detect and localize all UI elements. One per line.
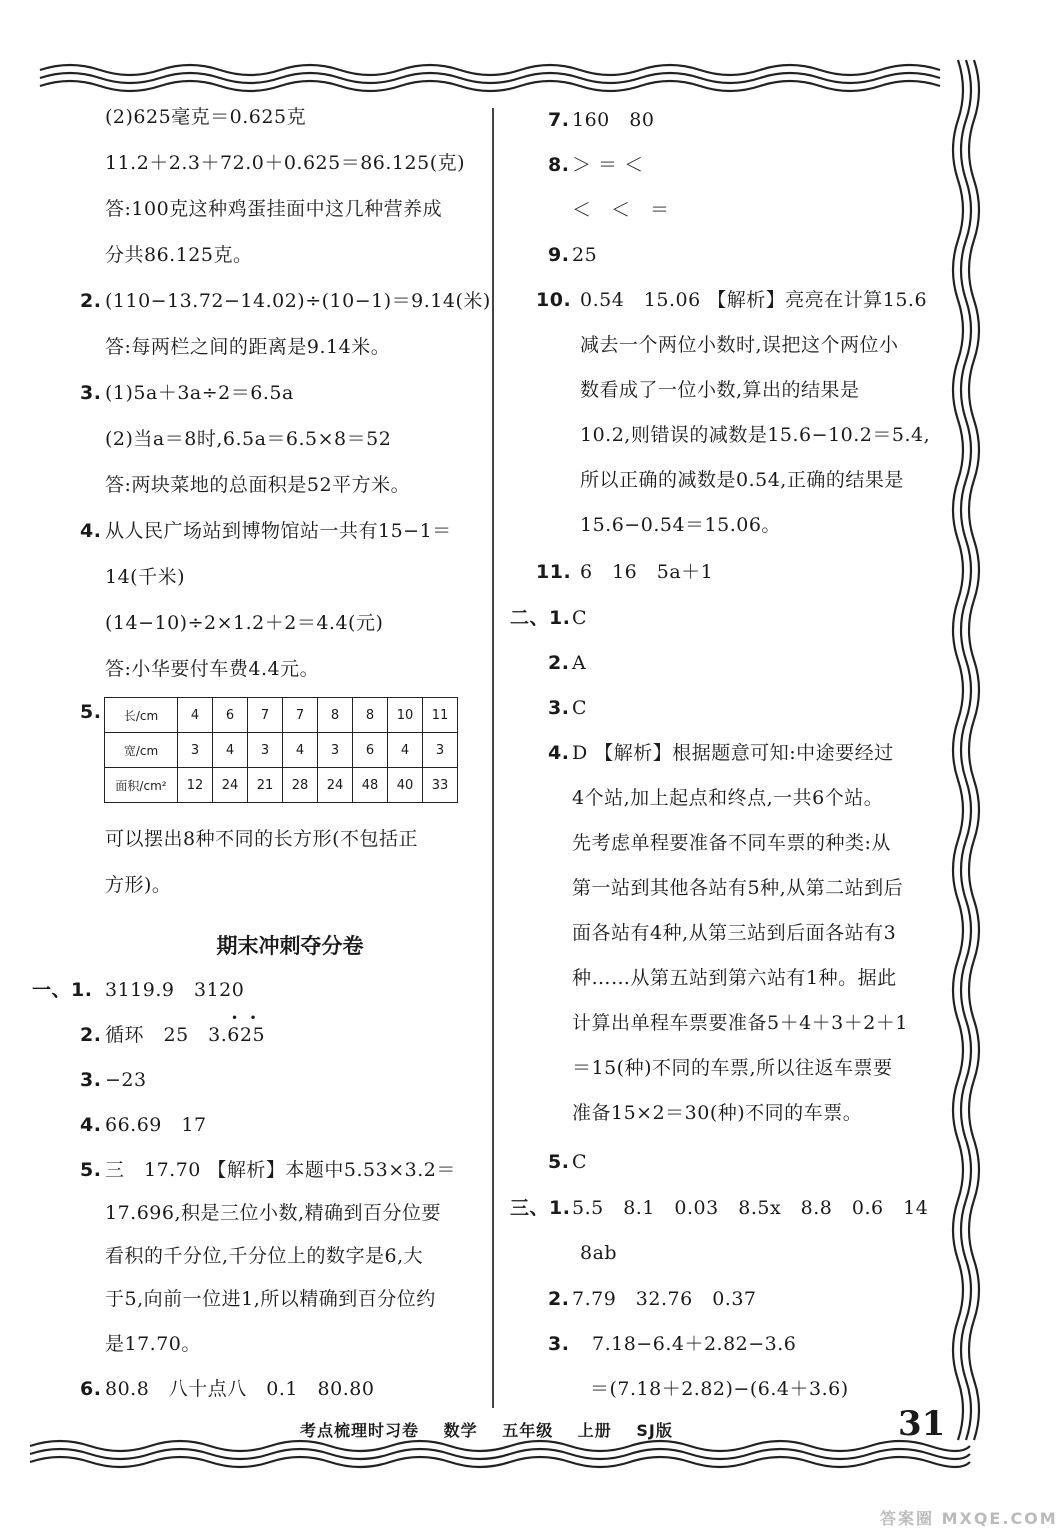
- table-cell: 33: [423, 768, 458, 803]
- q4-line-1: 从人民广场站到博物馆站一共有15−1＝: [105, 520, 452, 542]
- table-cell: 24: [213, 768, 248, 803]
- footer-subject: 数学: [443, 1421, 478, 1440]
- footer-edition: SJ版: [636, 1421, 673, 1440]
- s3-q2: 7.79 32.76 0.37: [572, 1288, 757, 1310]
- table-cell: 6: [353, 733, 388, 768]
- s2-q4-line-5: 面各站有4种,从第三站到后面各站有3: [572, 922, 897, 944]
- s2-q2-number: 2.: [548, 652, 570, 674]
- table-row: [105, 768, 458, 803]
- s1-q4: 66.69 17: [105, 1114, 207, 1136]
- s1-q5-line-5: 是17.70。: [105, 1333, 201, 1355]
- r10-line-4: 10.2,则错误的减数是15.6−10.2＝5.4,: [580, 424, 931, 446]
- table-cell: 3: [318, 733, 353, 768]
- table-cell: 8: [353, 698, 388, 733]
- s2-q4-line-4: 第一站到其他各站有5种,从第二站到后: [572, 877, 904, 899]
- s1-q6-number: 6.: [80, 1378, 102, 1400]
- q5-line-2: 方形)。: [105, 874, 172, 896]
- s1-q2: 循环 25 3.625: [105, 1024, 266, 1046]
- s2-q4-line-6: 种……从第五站到第六站有1种。据此: [572, 967, 897, 989]
- s3-q3-line-2: ＝(7.18＋2.82)−(6.4＋3.6): [590, 1378, 849, 1400]
- table-cell: 3: [178, 733, 213, 768]
- table-cell: 7: [248, 698, 283, 733]
- q4-line-4: 答:小华要付车费4.4元。: [105, 658, 320, 680]
- r10-line-2: 减去一个两位小数时,误把这个两位小: [580, 334, 899, 356]
- q4-line-3: (14−10)÷2×1.2＋2＝4.4(元): [105, 612, 384, 634]
- table-cell: 48: [353, 768, 388, 803]
- page-footer: [300, 1418, 691, 1441]
- r8-line-1: ＞ ＝ ＜: [572, 154, 644, 176]
- left-line-2: 11.2＋2.3＋72.0＋0.625＝86.125(克): [105, 152, 466, 174]
- footer-volume: 上册: [577, 1421, 612, 1440]
- r8-number: 8.: [548, 154, 570, 176]
- column-divider: [492, 108, 494, 1408]
- table-cell: 6: [213, 698, 248, 733]
- q5-line-1: 可以摆出8种不同的长方形(不包括正: [105, 828, 419, 850]
- s2-q4-line-1: D 【解析】根据题意可知:中途要经过: [572, 742, 894, 764]
- table-cell: 24: [318, 768, 353, 803]
- q3-line-1: (1)5a＋3a÷2＝6.5a: [105, 382, 294, 404]
- table-row: [105, 733, 458, 768]
- table-cell: 3: [248, 733, 283, 768]
- table-cell: 4: [178, 698, 213, 733]
- s2-q1: C: [572, 607, 588, 629]
- table-cell: 宽/cm: [105, 733, 178, 768]
- section-heading: 期末冲刺夺分卷: [216, 934, 364, 958]
- table-cell: 11: [423, 698, 458, 733]
- s2-q4-line-9: 准备15×2＝30(种)不同的车票。: [572, 1102, 863, 1124]
- table-cell: 40: [388, 768, 423, 803]
- page-number: 31: [898, 1404, 946, 1444]
- q2-line-1: (110−13.72−14.02)÷(10−1)＝9.14(米): [105, 290, 491, 312]
- s2-q5: C: [572, 1151, 588, 1173]
- s1-q5-line-3: 看积的千分位,千分位上的数字是6,大: [105, 1245, 424, 1267]
- q2-number: 2.: [80, 290, 102, 312]
- s2-q3: C: [572, 697, 588, 719]
- table-cell: 21: [248, 768, 283, 803]
- s1-q4-number: 4.: [80, 1114, 102, 1136]
- r10-line-6: 15.6−0.54＝15.06。: [580, 514, 781, 536]
- r10-line-1: 0.54 15.06 【解析】亮亮在计算15.6: [580, 289, 928, 311]
- s1-q5-number: 5.: [80, 1159, 102, 1181]
- s1-q3: −23: [105, 1069, 147, 1091]
- table-cell: 28: [283, 768, 318, 803]
- q2-line-2: 答:每两栏之间的距离是9.14米。: [105, 336, 391, 358]
- s1-q1-number: 一、1.: [32, 979, 93, 1001]
- q3-line-3: 答:两块菜地的总面积是52平方米。: [105, 474, 411, 496]
- footer-grade: 五年级: [502, 1421, 554, 1440]
- table-cell: 7: [283, 698, 318, 733]
- s1-q5-line-2: 17.696,积是三位小数,精确到百分位要: [105, 1202, 442, 1224]
- footer-book: 考点梳理时习卷: [300, 1421, 420, 1440]
- r9: 25: [572, 244, 598, 266]
- s1-q5-line-1: 三 17.70 【解析】本题中5.53×3.2＝: [105, 1159, 456, 1181]
- table-cell: 10: [388, 698, 423, 733]
- s2-q4-line-8: ＝15(种)不同的车票,所以往返车票要: [572, 1057, 893, 1079]
- s3-q1-line-2: 8ab: [580, 1242, 618, 1264]
- r10-line-5: 所以正确的减数是0.54,正确的结果是: [580, 469, 904, 491]
- table-row: [105, 698, 458, 733]
- r7: 160 80: [572, 109, 655, 131]
- table-cell: 3: [423, 733, 458, 768]
- s1-q1: 3119.9 3120: [105, 979, 245, 1001]
- s3-q3-line-1: 7.18−6.4＋2.82−3.6: [592, 1333, 797, 1355]
- q3-number: 3.: [80, 382, 102, 404]
- s3-q2-number: 2.: [548, 1288, 570, 1310]
- table-cell: 长/cm: [105, 698, 178, 733]
- s2-q2: A: [572, 652, 587, 674]
- q5-number: 5.: [80, 701, 102, 723]
- s1-q6: 80.8 八十点八 0.1 80.80: [105, 1378, 375, 1400]
- s3-q1-line-1: 5.5 8.1 0.03 8.5x 8.8 0.6 14: [572, 1197, 929, 1219]
- s2-q4-line-7: 计算出单程车票要准备5＋4＋3＋2＋1: [572, 1012, 908, 1034]
- table-cell: 面积/cm²: [105, 768, 178, 803]
- r9-number: 9.: [548, 244, 570, 266]
- r10-number: 10.: [536, 289, 572, 311]
- s2-q4-line-2: 4个站,加上起点和终点,一共6个站。: [572, 787, 884, 809]
- r10-line-3: 数看成了一位小数,算出的结果是: [580, 379, 860, 401]
- left-line-1: (2)625毫克＝0.625克: [105, 106, 307, 128]
- watermark-logo: 答案圈 MXQE.COM: [880, 1509, 1058, 1528]
- left-line-3: 答:100克这种鸡蛋挂面中这几种营养成: [105, 198, 443, 220]
- s3-q1-number: 三、1.: [510, 1197, 571, 1219]
- r11-number: 11.: [536, 561, 572, 583]
- s2-q4-number: 4.: [548, 742, 570, 764]
- table-cell: 4: [388, 733, 423, 768]
- table-cell: 8: [318, 698, 353, 733]
- q3-line-2: (2)当a＝8时,6.5a＝6.5×8＝52: [105, 428, 392, 450]
- s2-q5-number: 5.: [548, 1151, 570, 1173]
- repeating-dots: • •: [231, 1011, 257, 1025]
- s1-q2-number: 2.: [80, 1024, 102, 1046]
- s3-q3-number: 3.: [548, 1333, 570, 1355]
- s2-q4-line-3: 先考虑单程要准备不同车票的种类:从: [572, 832, 891, 854]
- s1-q3-number: 3.: [80, 1069, 102, 1091]
- q4-line-2: 14(千米): [105, 566, 186, 588]
- table-cell: 4: [283, 733, 318, 768]
- table-cell: 4: [213, 733, 248, 768]
- q4-number: 4.: [80, 520, 102, 542]
- s2-q3-number: 3.: [548, 697, 570, 719]
- left-line-4: 分共86.125克。: [105, 244, 253, 266]
- rectangle-table: [104, 697, 458, 803]
- table-cell: 12: [178, 768, 213, 803]
- r7-number: 7.: [548, 109, 570, 131]
- s2-q1-number: 二、1.: [510, 607, 571, 629]
- r11: 6 16 5a＋1: [580, 561, 714, 583]
- r8-line-2: ＜ ＜ ＝: [572, 199, 670, 221]
- s1-q5-line-4: 于5,向前一位进1,所以精确到百分位约: [105, 1288, 436, 1310]
